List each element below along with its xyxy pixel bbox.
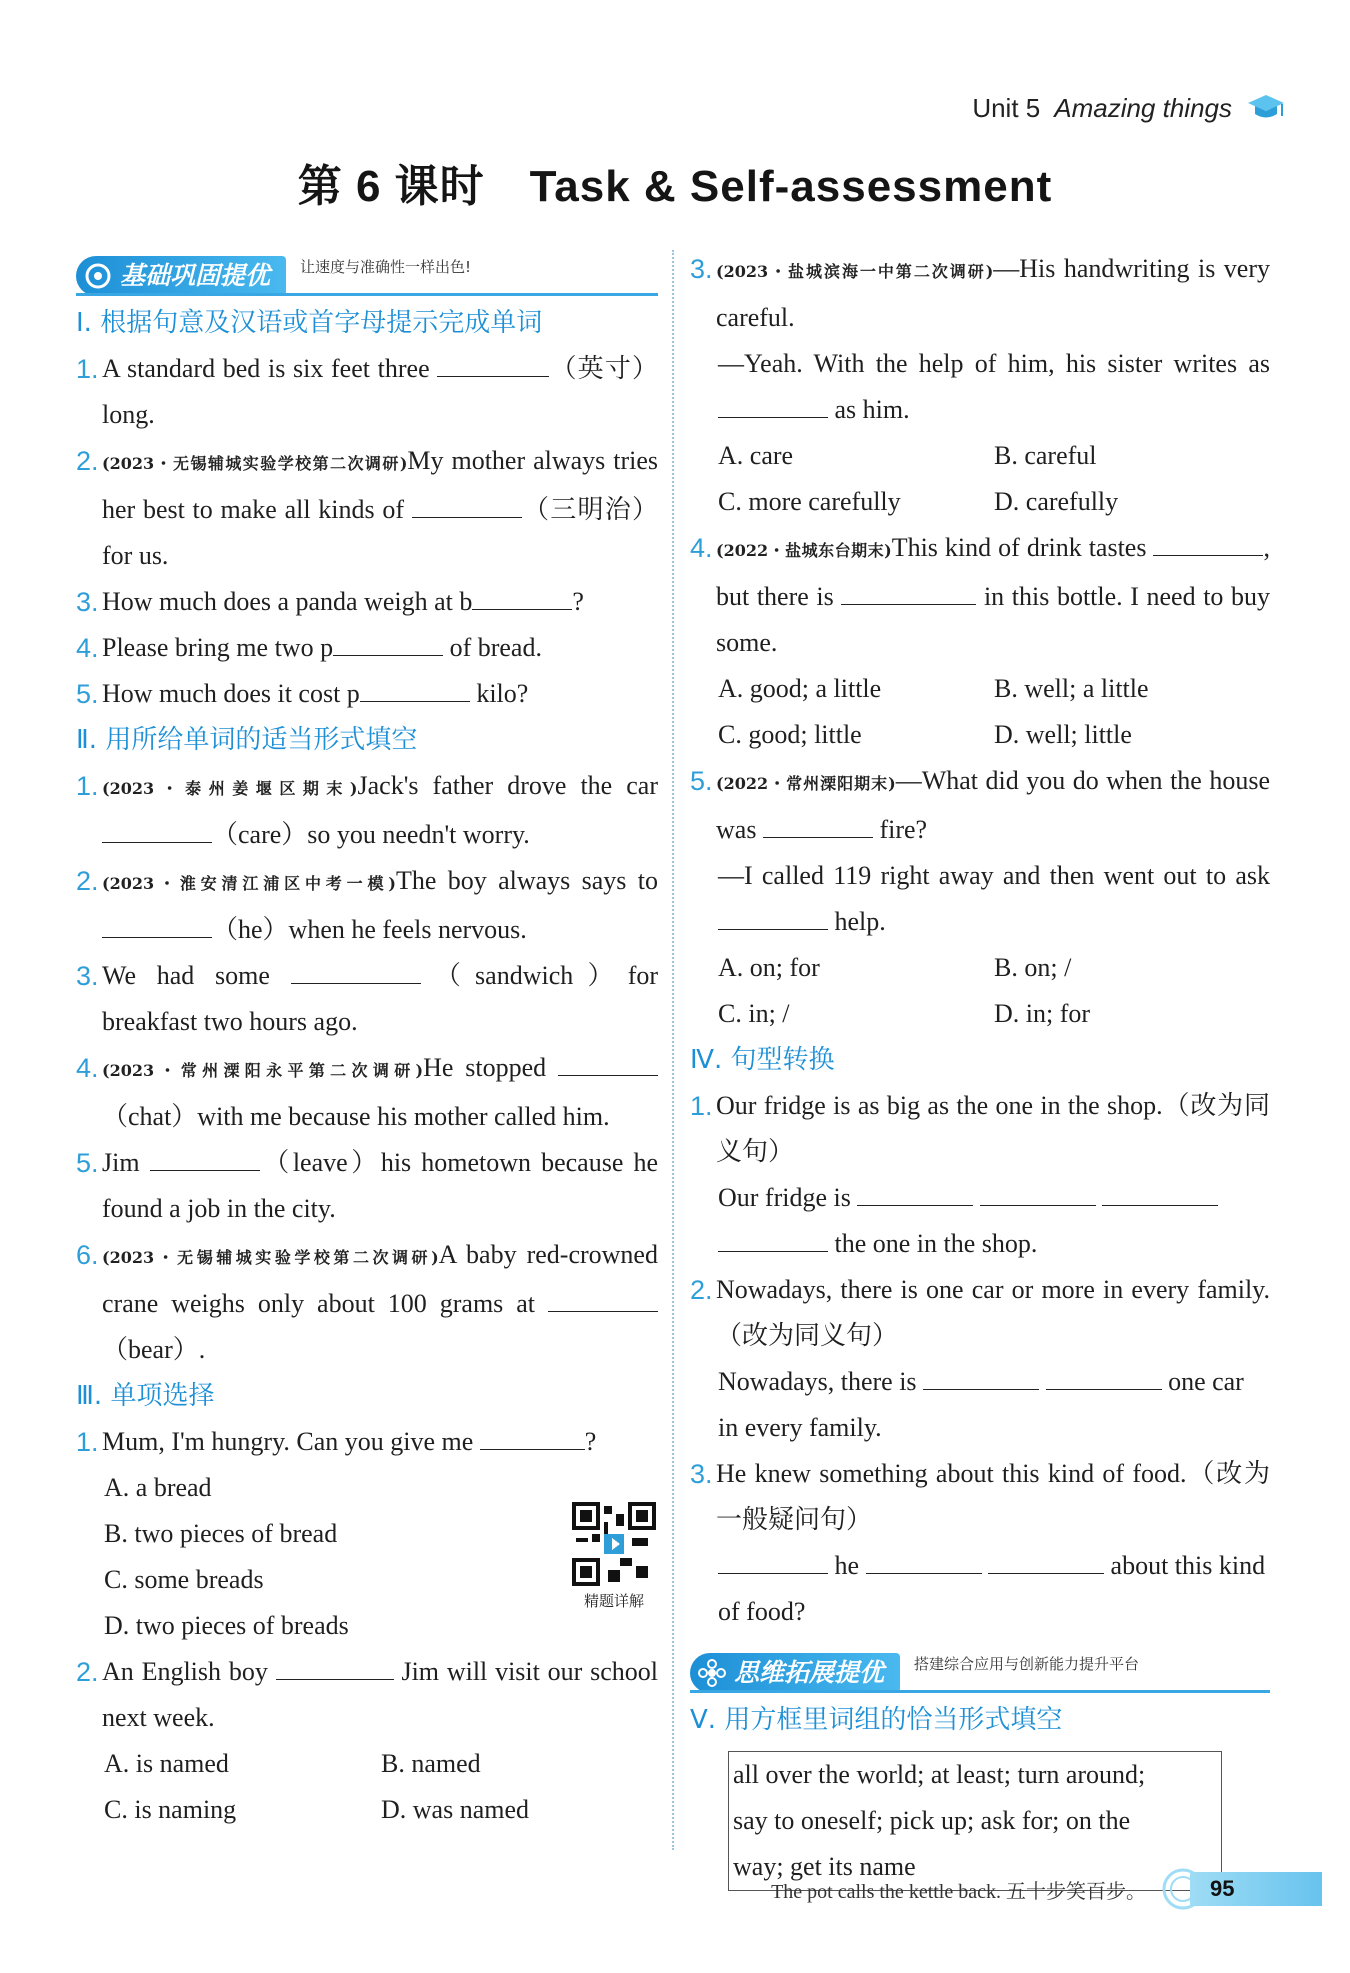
s1-question-4: 4. Please bring me two p of bread. — [76, 625, 658, 671]
answer-blank[interactable] — [988, 1543, 1104, 1574]
answer-blank[interactable] — [480, 1419, 585, 1450]
question-source: (2023・泰州姜堰区期末) — [102, 779, 358, 798]
answer-blank[interactable] — [980, 1175, 1096, 1206]
page-footer — [771, 1868, 1322, 1910]
s3-question-2: 2. An English boy Jim will visit our school next week. — [76, 1649, 658, 1741]
banner-basic-label — [76, 256, 286, 296]
answer-blank[interactable] — [558, 1045, 658, 1076]
s4-q3-answer: he about this kind of food? — [690, 1543, 1270, 1635]
s4-question-1: 1. Our fridge is as big as the one in the shop.（改为同义句） — [690, 1091, 1270, 1166]
page-number: 95 — [1190, 1872, 1322, 1906]
unit-number: Unit 5 — [972, 92, 1041, 123]
option-a[interactable]: A. a bread — [104, 1473, 212, 1502]
answer-blank[interactable] — [333, 625, 443, 656]
s4-question-2: 2. Nowadays, there is one car or more in every family.（改为同义句） — [690, 1275, 1270, 1350]
answer-blank[interactable] — [763, 807, 873, 838]
s2-question-6: 6. (2023・无锡辅城实验学校第二次调研)A baby red-crowned crane weighs only about 100 grams at （bear）. — [76, 1240, 658, 1364]
answer-blank[interactable] — [102, 812, 212, 843]
s3-question-3: 3. (2023・盐城滨海一中第二次调研)—His handwriting is very careful. — [690, 254, 1270, 332]
question-source: (2023・无锡辅城实验学校第二次调研) — [102, 454, 408, 473]
s3-q2-options — [76, 1741, 658, 1833]
target-icon — [84, 262, 112, 290]
s3-q3-options — [690, 433, 1270, 525]
banner-extend-text: 思维拓展提优 — [734, 1658, 885, 1687]
option-b[interactable]: B. well; a little — [994, 674, 1149, 703]
qr-code[interactable] — [572, 1502, 656, 1611]
s3-question-4: 4. (2022・盐城东台期末)This kind of drink tastes , but there is in this bottle. I need to buy some. — [690, 525, 1270, 666]
s2-question-5: 5. Jim （leave）his hometown because he found a job in the city. — [76, 1140, 658, 1232]
question-source: (2023・无锡辅城实验学校第二次调研) — [102, 1248, 439, 1267]
answer-blank[interactable] — [857, 1175, 973, 1206]
option-b[interactable]: B. named — [381, 1749, 481, 1778]
option-d[interactable]: D. well; little — [994, 720, 1132, 749]
s4-q2-answer: Nowadays, there is one car in every family. — [690, 1359, 1270, 1451]
s3-q5-options — [690, 945, 1270, 1037]
banner-extend-label — [690, 1653, 900, 1693]
option-b[interactable]: B. careful — [994, 441, 1097, 470]
option-a[interactable]: A. care — [718, 441, 794, 470]
question-source: (2022・盐城东台期末) — [716, 541, 892, 560]
left-column — [76, 246, 658, 1833]
word-box-line: all over the world; at least; turn around; — [733, 1760, 1146, 1789]
question-source: (2023・常州溧阳永平第二次调研) — [102, 1061, 424, 1080]
s3-q4-options — [690, 666, 1270, 758]
answer-blank[interactable] — [437, 346, 549, 377]
qr-caption: 精题详解 — [583, 1592, 644, 1610]
word-box-line: say to oneself; pick up; ask for; on the — [733, 1806, 1131, 1835]
question-source: (2023・盐城滨海一中第二次调研) — [716, 262, 994, 281]
answer-blank[interactable] — [718, 387, 828, 418]
banner-basic-subtitle: 让速度与准确性一样出色! — [300, 258, 472, 276]
option-c[interactable]: C. is naming — [104, 1795, 237, 1824]
answer-blank[interactable] — [102, 907, 212, 938]
banner-extend — [690, 1643, 1270, 1693]
option-c[interactable]: C. some breads — [104, 1565, 264, 1594]
section-4-title: Ⅳ. 句型转换 — [690, 1045, 835, 1075]
option-a[interactable]: A. on; for — [718, 953, 820, 982]
option-d[interactable]: D. in; for — [994, 999, 1091, 1028]
banner-basic — [76, 246, 658, 296]
option-c[interactable]: C. in; / — [718, 999, 790, 1028]
s3-q1-options — [76, 1465, 658, 1649]
answer-blank[interactable] — [360, 671, 470, 702]
option-b[interactable]: B. two pieces of bread — [104, 1519, 338, 1548]
lesson-title: 第 6 课时 Task & Self-assessment — [297, 162, 1053, 211]
s2-question-3: 3. We had some （sandwich）for breakfast two hours ago. — [76, 953, 658, 1045]
s3-question-5: 5. (2022・常州溧阳期末)—What did you do when the house was fire? — [690, 766, 1270, 844]
s3-q5-response: —I called 119 right away and then went out to ask help. — [718, 861, 1270, 936]
word-box-line: way; get its name — [733, 1852, 916, 1881]
answer-blank[interactable] — [866, 1543, 982, 1574]
answer-blank[interactable] — [841, 574, 976, 605]
s1-question-3: 3. How much does a panda weigh at b ? — [76, 579, 658, 625]
qr-code-icon — [572, 1502, 656, 1586]
column-divider — [672, 250, 674, 1850]
question-source: (2023・淮安清江浦区中考一模) — [102, 874, 396, 893]
answer-blank[interactable] — [923, 1359, 1039, 1390]
question-source: (2022・常州溧阳期末) — [716, 774, 896, 793]
section-5-title: Ⅴ. 用方框里词组的恰当形式填空 — [690, 1705, 1063, 1735]
section-1-title: Ⅰ. 根据句意及汉语或首字母提示完成单词 — [76, 308, 543, 338]
s4-q1-answer: Our fridge is the one in the shop. — [690, 1175, 1270, 1267]
s1-question-2: 2. (2023・无锡辅城实验学校第二次调研)My mother always tries her best to make all kinds of （三明治）for us. — [76, 446, 658, 570]
s3-q3-response: —Yeah. With the help of him, his sister writes as as him. — [718, 349, 1270, 424]
answer-blank[interactable] — [291, 953, 421, 984]
s2-question-2: 2. (2023・淮安清江浦区中考一模)The boy always says to （he）when he feels nervous. — [76, 866, 658, 944]
s1-question-1: 1. A standard bed is six feet three （英寸）long. — [76, 346, 658, 438]
answer-blank[interactable] — [276, 1649, 394, 1680]
answer-blank[interactable] — [548, 1281, 658, 1312]
flower-icon — [698, 1659, 726, 1687]
section-2-title: Ⅱ. 用所给单词的适当形式填空 — [76, 725, 418, 755]
s3-question-1: 1. Mum, I'm hungry. Can you give me ? — [76, 1419, 658, 1465]
option-c[interactable]: C. good; little — [718, 720, 862, 749]
s4-question-3: 3. He knew something about this kind of food.（改为一般疑问句） — [690, 1459, 1270, 1534]
option-a[interactable]: A. is named — [104, 1749, 229, 1778]
option-d[interactable]: D. was named — [381, 1795, 530, 1824]
answer-blank[interactable] — [718, 899, 828, 930]
option-c[interactable]: C. more carefully — [718, 487, 901, 516]
footer-motto: The pot calls the kettle back. 五十步笑百步。 — [771, 1880, 1146, 1903]
answer-blank[interactable] — [718, 1543, 828, 1574]
answer-blank[interactable] — [150, 1140, 260, 1171]
banner-basic-text: 基础巩固提优 — [120, 261, 271, 290]
answer-blank[interactable] — [412, 487, 522, 518]
answer-blank[interactable] — [472, 579, 572, 610]
section-3-title: Ⅲ. 单项选择 — [76, 1381, 215, 1411]
banner-extend-subtitle: 搭建综合应用与创新能力提升平台 — [914, 1655, 1140, 1673]
answer-blank[interactable] — [1102, 1175, 1218, 1206]
unit-title: Amazing things — [1054, 92, 1232, 123]
answer-blank[interactable] — [1153, 525, 1263, 556]
option-a[interactable]: A. good; a little — [718, 674, 882, 703]
graduation-cap-icon — [1246, 92, 1286, 124]
unit-header — [972, 92, 1286, 124]
option-d[interactable]: D. carefully — [994, 487, 1119, 516]
option-b[interactable]: B. on; / — [994, 953, 1072, 982]
option-d[interactable]: D. two pieces of breads — [104, 1611, 349, 1640]
s2-question-1: 1. (2023・泰州姜堰区期末)Jack's father drove the car （care）so you needn't worry. — [76, 771, 658, 849]
s1-question-5: 5. How much does it cost p kilo? — [76, 671, 658, 717]
right-column — [690, 246, 1270, 1891]
answer-blank[interactable] — [1046, 1359, 1162, 1390]
answer-blank[interactable] — [718, 1221, 828, 1252]
s2-question-4: 4. (2023・常州溧阳永平第二次调研)He stopped （chat）with me because his mother called him. — [76, 1045, 658, 1140]
